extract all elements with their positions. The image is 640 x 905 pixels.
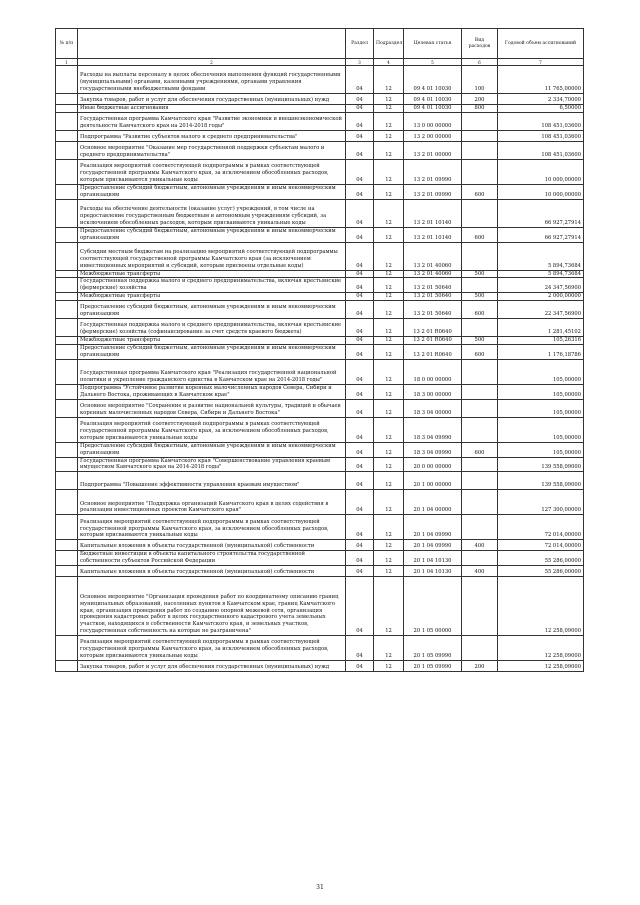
cell-podrazdel: 12	[374, 577, 404, 636]
table-row	[56, 242, 584, 270]
cell-annual-allocation: 72 014,00000	[498, 540, 584, 551]
cell-expense-type: 500	[462, 337, 498, 345]
cell-podrazdel: 12	[374, 345, 404, 360]
cell-name: Государственная поддержка малого и среднего предпринимательства, включая крестьянские (фермерские) хозяйства (софинансирование за счет средств краевого бюджета)	[78, 319, 346, 337]
cell-annual-allocation: 12 258,09000	[498, 577, 584, 636]
cell-num	[56, 384, 78, 399]
cell-razdel: 04	[346, 636, 374, 661]
cell-annual-allocation: 139 558,09000	[498, 457, 584, 472]
cell-razdel: 04	[346, 399, 374, 417]
cell-podrazdel: 12	[374, 384, 404, 399]
cell-name: Капитальные вложения в объекты государственной (муниципальной) собственности	[78, 566, 346, 577]
cell-annual-allocation: 108 451,03600	[498, 130, 584, 141]
cell-annual-allocation: 72 014,00000	[498, 515, 584, 540]
cell-num	[56, 540, 78, 551]
cell-target-article: 09 4 01 10030	[404, 105, 462, 113]
cell-razdel: 04	[346, 566, 374, 577]
table-row	[56, 661, 584, 672]
table-row	[56, 227, 584, 242]
cell-name: Межбюджетные трансферты	[78, 270, 346, 278]
cell-podrazdel: 12	[374, 457, 404, 472]
cell-num	[56, 141, 78, 159]
cell-expense-type	[462, 490, 498, 515]
cell-annual-allocation: 55 286,00000	[498, 551, 584, 566]
cell-expense-type: 800	[462, 105, 498, 113]
cell-target-article: 18 3 04 09990	[404, 442, 462, 457]
index-cell: 3	[346, 59, 374, 66]
cell-num	[56, 66, 78, 94]
cell-num	[56, 293, 78, 301]
table-row	[56, 359, 584, 384]
cell-podrazdel: 12	[374, 242, 404, 270]
cell-target-article: 20 1 04 00000	[404, 490, 462, 515]
cell-target-article: 13 2 01 09990	[404, 159, 462, 184]
cell-num	[56, 345, 78, 360]
cell-name: Закупка товаров, работ и услуг для обеспечения государственных (муниципальных) нужд	[78, 94, 346, 105]
cell-podrazdel: 12	[374, 540, 404, 551]
cell-annual-allocation: 24 347,56900	[498, 278, 584, 293]
cell-razdel: 04	[346, 345, 374, 360]
cell-razdel: 04	[346, 577, 374, 636]
cell-annual-allocation: 6,50000	[498, 105, 584, 113]
table-header-row	[56, 29, 584, 59]
index-cell: 4	[374, 59, 404, 66]
cell-razdel: 04	[346, 94, 374, 105]
budget-allocation-table	[55, 28, 584, 672]
cell-razdel: 04	[346, 199, 374, 227]
cell-annual-allocation: 105,00000	[498, 399, 584, 417]
cell-podrazdel: 12	[374, 184, 404, 199]
cell-expense-type	[462, 577, 498, 636]
cell-razdel: 04	[346, 457, 374, 472]
cell-podrazdel: 12	[374, 442, 404, 457]
cell-name: Государственная программа Камчатского края "Совершенствование управления краевым имуществом Камчатского края на 2014-2018 годы"	[78, 457, 346, 472]
cell-annual-allocation: 105,00000	[498, 417, 584, 442]
cell-annual-allocation: 2 000,00000	[498, 293, 584, 301]
cell-podrazdel: 12	[374, 417, 404, 442]
header-expense-type: Вид расходов	[462, 29, 498, 59]
cell-target-article: 13 0 00 00000	[404, 112, 462, 130]
column-index-row	[56, 59, 584, 66]
cell-annual-allocation: 11 765,00000	[498, 66, 584, 94]
cell-target-article: 13 2 01 50640	[404, 278, 462, 293]
cell-razdel: 04	[346, 227, 374, 242]
cell-target-article: 20 0 00 00000	[404, 457, 462, 472]
cell-name: Реализация мероприятий соответствующей подпрограммы в рамках соответствующей государственной программы Камчатского края, за исключением обособленных расходов, которым присваиваются уникальные коды	[78, 515, 346, 540]
cell-podrazdel: 12	[374, 515, 404, 540]
cell-podrazdel: 12	[374, 319, 404, 337]
cell-razdel: 04	[346, 66, 374, 94]
cell-razdel: 04	[346, 359, 374, 384]
cell-name: Предоставление субсидий бюджетным, автономным учреждениям и иным некоммерческим организациям	[78, 227, 346, 242]
cell-expense-type: 600	[462, 184, 498, 199]
table-row	[56, 293, 584, 301]
cell-name: Бюджетные инвестиции в объекты капитального строительства государственной собственности субъектов Российской Федерации	[78, 551, 346, 566]
cell-podrazdel: 12	[374, 301, 404, 319]
cell-num	[56, 472, 78, 490]
cell-razdel: 04	[346, 159, 374, 184]
index-cell: 1	[56, 59, 78, 66]
cell-num	[56, 417, 78, 442]
cell-expense-type: 100	[462, 66, 498, 94]
cell-num	[56, 184, 78, 199]
index-cell: 5	[404, 59, 462, 66]
table-row	[56, 112, 584, 130]
cell-target-article: 20 1 05 00000	[404, 577, 462, 636]
cell-name: Расходы на выплаты персоналу в целях обеспечения выполнения функций государственными (муниципальными) органами, казенными учреждениями, органами управления государственными внебюджетными фондами	[78, 66, 346, 94]
cell-target-article: 13 2 01 09990	[404, 184, 462, 199]
table-row	[56, 577, 584, 636]
cell-target-article: 20 1 05 09990	[404, 661, 462, 672]
cell-razdel: 04	[346, 515, 374, 540]
cell-expense-type: 500	[462, 293, 498, 301]
cell-num	[56, 112, 78, 130]
cell-num	[56, 130, 78, 141]
cell-target-article: 18 0 00 00000	[404, 359, 462, 384]
cell-name: Государственная программа Камчатского края "Реализация государственной национальной политики и укрепление гражданского единства в Камчатском крае на 2014-2018 годы"	[78, 359, 346, 384]
cell-name: Предоставление субсидий бюджетным, автономным учреждениям и иным некоммерческим организациям	[78, 301, 346, 319]
header-num: № п/п	[56, 29, 78, 59]
cell-razdel: 04	[346, 661, 374, 672]
cell-expense-type	[462, 319, 498, 337]
table-row	[56, 551, 584, 566]
cell-target-article: 13 2 01 50640	[404, 301, 462, 319]
cell-podrazdel: 12	[374, 227, 404, 242]
cell-num	[56, 337, 78, 345]
cell-name: Капитальные вложения в объекты государственной (муниципальной) собственности	[78, 540, 346, 551]
cell-podrazdel: 12	[374, 270, 404, 278]
cell-razdel: 04	[346, 551, 374, 566]
cell-podrazdel: 12	[374, 130, 404, 141]
cell-expense-type: 400	[462, 540, 498, 551]
table-row	[56, 159, 584, 184]
cell-annual-allocation: 105,00000	[498, 359, 584, 384]
cell-razdel: 04	[346, 130, 374, 141]
cell-name: Субсидии местным бюджетам на реализацию мероприятий соответствующей подпрограммы соответствующей государственной программы Камчатского края (за исключением инвестиционных мероприятий и субсидий, которым присвоены отдельные коды)	[78, 242, 346, 270]
table-row	[56, 345, 584, 360]
table-row	[56, 442, 584, 457]
cell-num	[56, 301, 78, 319]
cell-num	[56, 566, 78, 577]
table-row	[56, 472, 584, 490]
cell-target-article: 13 2 01 10140	[404, 199, 462, 227]
cell-podrazdel: 12	[374, 94, 404, 105]
cell-target-article: 13 2 01 R0640	[404, 319, 462, 337]
table-row	[56, 566, 584, 577]
index-cell: 7	[498, 59, 584, 66]
cell-name: Предоставление субсидий бюджетным, автономным учреждениям и иным некоммерческим организациям	[78, 184, 346, 199]
cell-podrazdel: 12	[374, 566, 404, 577]
cell-target-article: 20 1 04 10130	[404, 551, 462, 566]
cell-expense-type: 400	[462, 566, 498, 577]
index-cell: 6	[462, 59, 498, 66]
cell-name: Государственная программа Камчатского края "Развитие экономики и внешнеэкономической деятельности Камчатского края на 2014-2018 годы"	[78, 112, 346, 130]
cell-razdel: 04	[346, 301, 374, 319]
cell-annual-allocation: 1 176,18786	[498, 345, 584, 360]
cell-annual-allocation: 12 258,09000	[498, 661, 584, 672]
cell-expense-type	[462, 242, 498, 270]
cell-num	[56, 242, 78, 270]
table-row	[56, 141, 584, 159]
table-row	[56, 301, 584, 319]
cell-razdel: 04	[346, 384, 374, 399]
cell-target-article: 13 2 01 40060	[404, 270, 462, 278]
table-row	[56, 199, 584, 227]
cell-expense-type	[462, 112, 498, 130]
cell-target-article: 13 2 01 10140	[404, 227, 462, 242]
cell-target-article: 09 4 01 10030	[404, 94, 462, 105]
cell-expense-type	[462, 359, 498, 384]
cell-podrazdel: 12	[374, 490, 404, 515]
table-row	[56, 130, 584, 141]
cell-expense-type	[462, 417, 498, 442]
cell-podrazdel: 12	[374, 399, 404, 417]
cell-razdel: 04	[346, 141, 374, 159]
table-row	[56, 457, 584, 472]
cell-num	[56, 551, 78, 566]
cell-target-article: 20 1 04 10130	[404, 566, 462, 577]
cell-podrazdel: 12	[374, 661, 404, 672]
table-row	[56, 337, 584, 345]
cell-expense-type	[462, 278, 498, 293]
cell-annual-allocation: 1 281,45102	[498, 319, 584, 337]
table-body	[56, 66, 584, 672]
cell-expense-type	[462, 551, 498, 566]
cell-expense-type	[462, 159, 498, 184]
cell-podrazdel: 12	[374, 105, 404, 113]
cell-name: Межбюджетные трансферты	[78, 293, 346, 301]
cell-expense-type	[462, 457, 498, 472]
page-number: 31	[316, 884, 324, 891]
cell-podrazdel: 12	[374, 278, 404, 293]
table-row	[56, 636, 584, 661]
cell-razdel: 04	[346, 442, 374, 457]
cell-podrazdel: 12	[374, 636, 404, 661]
cell-name: Государственная поддержка малого и среднего предпринимательства, включая крестьянские (фермерские) хозяйства	[78, 278, 346, 293]
cell-expense-type	[462, 130, 498, 141]
cell-podrazdel: 12	[374, 66, 404, 94]
table-row	[56, 105, 584, 113]
cell-num	[56, 227, 78, 242]
cell-razdel: 04	[346, 242, 374, 270]
cell-expense-type: 600	[462, 442, 498, 457]
cell-annual-allocation: 22 347,56900	[498, 301, 584, 319]
cell-name: Реализация мероприятий соответствующей подпрограммы в рамках соответствующей государственной программы Камчатского края, за исключением обособленных расходов, которым присваиваются уникальные коды	[78, 417, 346, 442]
cell-target-article: 13 2 01 50640	[404, 293, 462, 301]
cell-target-article: 13 2 01 R0640	[404, 337, 462, 345]
table-row	[56, 384, 584, 399]
cell-target-article: 20 1 04 09990	[404, 515, 462, 540]
cell-razdel: 04	[346, 472, 374, 490]
cell-annual-allocation: 55 286,00000	[498, 566, 584, 577]
cell-expense-type: 500	[462, 270, 498, 278]
cell-expense-type	[462, 515, 498, 540]
table-row	[56, 515, 584, 540]
cell-annual-allocation: 139 558,09000	[498, 472, 584, 490]
cell-num	[56, 515, 78, 540]
cell-target-article: 20 1 05 09990	[404, 636, 462, 661]
header-name	[78, 29, 346, 59]
cell-name: Реализация мероприятий соответствующей подпрограммы в рамках соответствующей государственной программы Камчатского края, за исключением обособленных расходов, которым присваиваются уникальные коды	[78, 636, 346, 661]
cell-target-article: 20 1 04 09990	[404, 540, 462, 551]
cell-target-article: 18 3 04 09990	[404, 417, 462, 442]
cell-razdel: 04	[346, 490, 374, 515]
table-row	[56, 270, 584, 278]
cell-razdel: 04	[346, 293, 374, 301]
cell-name: Иные бюджетные ассигнования	[78, 105, 346, 113]
cell-target-article: 13 2 01 R0640	[404, 345, 462, 360]
cell-name: Реализация мероприятий соответствующей подпрограммы в рамках соответствующей государственной программы Камчатского края, за исключением обособленных расходов, которым присваиваются уникальные коды	[78, 159, 346, 184]
cell-name: Предоставление субсидий бюджетным, автономным учреждениям и иным некоммерческим организациям	[78, 442, 346, 457]
cell-razdel: 04	[346, 184, 374, 199]
table-row	[56, 540, 584, 551]
cell-podrazdel: 12	[374, 551, 404, 566]
cell-annual-allocation: 10 000,00000	[498, 159, 584, 184]
cell-target-article: 09 4 01 10030	[404, 66, 462, 94]
cell-razdel: 04	[346, 270, 374, 278]
cell-target-article: 13 2 01 00000	[404, 141, 462, 159]
cell-podrazdel: 12	[374, 337, 404, 345]
table-row	[56, 319, 584, 337]
cell-num	[56, 319, 78, 337]
cell-num	[56, 661, 78, 672]
cell-annual-allocation: 66 927,27914	[498, 199, 584, 227]
index-cell: 2	[78, 59, 346, 66]
cell-name: Основное мероприятие "Поддержка организаций Камчатского края в целях содействия в реализации инвестиционных проектов Камчатского края"	[78, 490, 346, 515]
cell-annual-allocation: 105,26316	[498, 337, 584, 345]
cell-name: Закупка товаров, работ и услуг для обеспечения государственных (муниципальных) нужд	[78, 661, 346, 672]
table-row	[56, 417, 584, 442]
cell-annual-allocation: 5 894,73684	[498, 242, 584, 270]
cell-razdel: 04	[346, 540, 374, 551]
cell-name: Предоставление субсидий бюджетным, автономным учреждениям и иным некоммерческим организациям	[78, 345, 346, 360]
cell-name: Основное мероприятие "Сохранение и развитие национальной культуры, традиций и обычаев коренных малочисленных народов Севера, Сибири и Дальнего Востока"	[78, 399, 346, 417]
table-row	[56, 184, 584, 199]
cell-num	[56, 199, 78, 227]
table-row	[56, 278, 584, 293]
table-row	[56, 66, 584, 94]
cell-num	[56, 105, 78, 113]
cell-target-article: 18 3 04 00000	[404, 399, 462, 417]
cell-target-article: 13 2 01 40060	[404, 242, 462, 270]
cell-num	[56, 278, 78, 293]
cell-annual-allocation: 2 334,70000	[498, 94, 584, 105]
cell-expense-type	[462, 399, 498, 417]
cell-podrazdel: 12	[374, 112, 404, 130]
cell-expense-type	[462, 472, 498, 490]
cell-expense-type: 600	[462, 345, 498, 360]
cell-num	[56, 399, 78, 417]
cell-razdel: 04	[346, 319, 374, 337]
cell-name: Подпрограмма "Повышение эффективности управления краевым имуществом"	[78, 472, 346, 490]
cell-expense-type	[462, 384, 498, 399]
table-row	[56, 94, 584, 105]
cell-num	[56, 457, 78, 472]
cell-podrazdel: 12	[374, 141, 404, 159]
cell-annual-allocation: 127 300,00000	[498, 490, 584, 515]
cell-expense-type	[462, 636, 498, 661]
cell-num	[56, 359, 78, 384]
cell-razdel: 04	[346, 417, 374, 442]
cell-name: Подпрограмма "Устойчивое развитие коренных малочисленных народов Севера, Сибири и Дальнего Востока, проживающих в Камчатском крае"	[78, 384, 346, 399]
header-podrazdel: Подраздел	[374, 29, 404, 59]
cell-num	[56, 577, 78, 636]
header-annual-allocation: Годовой объем ассигнований	[498, 29, 584, 59]
cell-name: Основное мероприятие "Оказание мер государственной поддержки субъектам малого и среднего предпринимательства"	[78, 141, 346, 159]
cell-target-article: 18 3 00 00000	[404, 384, 462, 399]
cell-razdel: 04	[346, 278, 374, 293]
cell-num	[56, 442, 78, 457]
cell-expense-type: 600	[462, 227, 498, 242]
table-row	[56, 399, 584, 417]
header-razdel: Раздел	[346, 29, 374, 59]
cell-num	[56, 270, 78, 278]
cell-target-article: 20 1 00 00000	[404, 472, 462, 490]
budget-table-container	[55, 28, 583, 672]
cell-annual-allocation: 10 000,00000	[498, 184, 584, 199]
cell-annual-allocation: 108 451,03600	[498, 141, 584, 159]
cell-podrazdel: 12	[374, 199, 404, 227]
cell-expense-type: 200	[462, 661, 498, 672]
cell-annual-allocation: 12 258,09000	[498, 636, 584, 661]
cell-num	[56, 159, 78, 184]
cell-expense-type: 200	[462, 94, 498, 105]
cell-podrazdel: 12	[374, 359, 404, 384]
cell-expense-type	[462, 199, 498, 227]
cell-name: Подпрограмма "Развитие субъектов малого и среднего предпринимательства"	[78, 130, 346, 141]
table-row	[56, 490, 584, 515]
cell-target-article: 13 2 00 00000	[404, 130, 462, 141]
cell-name: Расходы на обеспечение деятельности (оказание услуг) учреждений, в том числе на предоставление государственным бюджетным и автономным учреждениям субсидий, за исключением обособленных расходов, которым присваиваются уникальные коды	[78, 199, 346, 227]
cell-name: Основное мероприятие "Организация проведения работ по координатному описанию границ муниципальных образований, населенных пунктов в Камчатском крае, границ Камчатского края, организация проведения работ по созданию опорной межевой сети, организация проведения кадастровых работ в целях государственного кадастрового учета земельных участков, находящихся в собственности Камчатского края, и земельных участков, государственная собственность на которые не разграничена"	[78, 577, 346, 636]
cell-annual-allocation: 105,00000	[498, 384, 584, 399]
cell-podrazdel: 12	[374, 159, 404, 184]
cell-num	[56, 94, 78, 105]
cell-razdel: 04	[346, 112, 374, 130]
cell-podrazdel: 12	[374, 293, 404, 301]
cell-podrazdel: 12	[374, 472, 404, 490]
cell-expense-type	[462, 141, 498, 159]
cell-num	[56, 490, 78, 515]
cell-annual-allocation: 108 451,03600	[498, 112, 584, 130]
cell-razdel: 04	[346, 337, 374, 345]
header-target-article: Целевая статья	[404, 29, 462, 59]
cell-annual-allocation: 105,00000	[498, 442, 584, 457]
cell-expense-type: 600	[462, 301, 498, 319]
cell-name: Межбюджетные трансферты	[78, 337, 346, 345]
cell-razdel: 04	[346, 105, 374, 113]
cell-annual-allocation: 5 894,73684	[498, 270, 584, 278]
cell-annual-allocation: 66 927,27914	[498, 227, 584, 242]
cell-num	[56, 636, 78, 661]
